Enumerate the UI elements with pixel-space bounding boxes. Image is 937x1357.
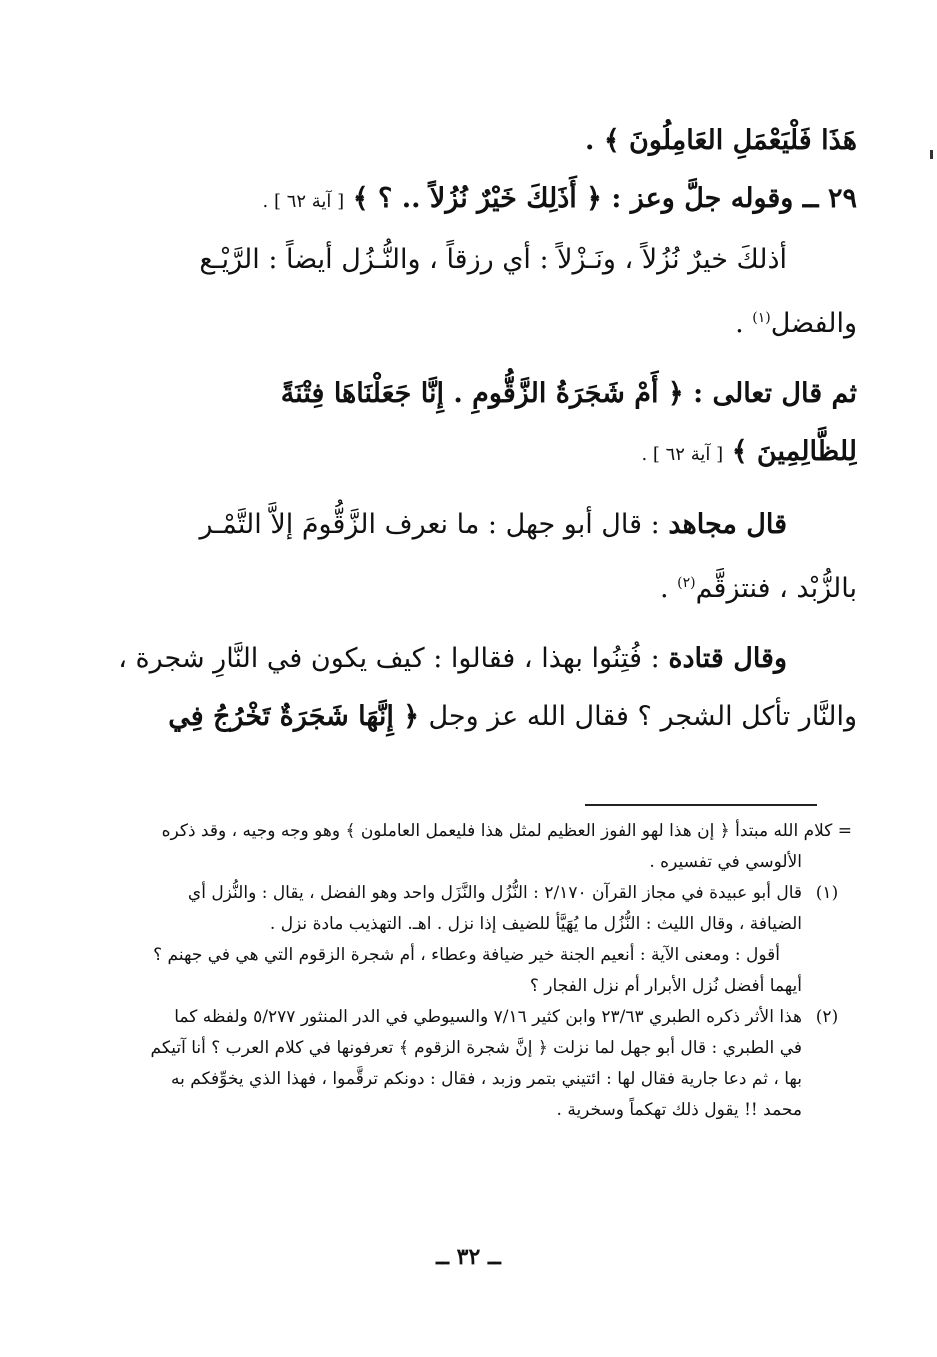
main-line-10-text: والنَّار تأكل الشجر ؟ فقال الله عز وجل [428,701,857,732]
main-line-8-end: . [659,573,678,604]
main-line-1: هَذَا فَلْيَعْمَلِ العَامِلُونَ ﴾ . [585,125,857,156]
footnote-1-number: (١) [815,883,839,903]
main-line-10 [70,688,857,746]
footnote-ref-1: (١) [752,310,771,326]
footnote-2-line-3: بها ، ثم دعا جارية فقال لها : ائتيني بتمر وزبد ، فقال : دونكم ترقَّموا ، فهذا الذي يخوِّفكم به [171,1069,802,1089]
footnote-1-line-2: الضيافة ، وقال الليث : النُّزُل ما يُهَيَّأ للضيف إذا نزل . اهـ. التهذيب مادة نزل . [269,914,802,934]
scan-edge-mark [930,150,933,159]
speaker-mujahid: قال مجاهد [668,509,787,540]
main-line-8 [70,554,857,618]
main-line-4-end: . [735,308,753,339]
footnote-2-line-4: محمد !! يقول ذلك تهكماً وسخرية . [556,1100,802,1120]
main-line-7 [70,496,857,554]
page-number: ــ ٣٢ ــ [436,1244,501,1270]
footnote-separator [585,804,817,806]
main-line-4-text: والفضل [770,308,857,339]
footnote-1-body [68,878,802,940]
main-line-6 [70,423,857,484]
footnote-2-number: (٢) [815,1007,839,1027]
main-line-7-text: : قال أبو جهل : ما نعرف الزَّقُّومَ إلاَّ التَّمْـر [199,509,669,540]
main-line-2 [70,170,857,231]
footnote-2 [68,1002,852,1126]
footnote-continuation-line-2: الألوسي في تفسيره . [649,852,802,872]
verse-29-heading: ٢٩ ــ وقوله جلَّ وعز : ﴿ أَذَلِكَ خَيْرٌ نُزُلاً .. ؟ ﴾ [352,183,857,214]
main-line-3: أذلكَ خيرٌ نُزُلاً ، ونَـزْلاً : أي رزقاً ، والنُّـزُل أيضاً : الرَّيْـع [199,244,787,275]
main-text [70,112,857,746]
footnote-ref-2: (٢) [677,575,696,591]
footnote-2-line-1: هذا الأثر ذكره الطبري ٢٣/٦٣ وابن كثير ٧/١٦ والسيوطي في الدر المنثور ٥/٢٧٧ ولفظه كما [174,1007,802,1027]
verse-reference-2: [ آية ٦٢ ] . [641,444,724,465]
main-line-9-text: : فُتِنُوا بهذا ، فقالوا : كيف يكون في النَّارِ شجرة ، [118,643,669,674]
main-line-10-verse: ﴿ إِنَّهَا شَجَرَةٌ تَخْرُجُ فِي [168,701,429,732]
footnote-2-body [68,1002,802,1126]
footnotes [68,816,852,1126]
main-line-9 [70,630,857,688]
footnote-1-line-1: قال أبو عبيدة في مجاز القرآن ٢/١٧٠ : النُّزُل والنَّزَل واحد وهو الفضل ، يقال : والنُّزل أي [187,883,802,903]
footnote-1 [68,878,852,940]
main-line-5: ثم قال تعالى : ﴿ أَمْ شَجَرَةُ الزَّقُّومِ . إِنَّا جَعَلْنَاهَا فِتْنَةً [280,378,857,409]
main-line-4 [70,289,857,353]
speaker-qatada: وقال قتادة [668,643,787,674]
footnote-2-line-2: في الطبري : قال أبو جهل لما نزلت ﴿ إنَّ شجرة الزقوم ﴾ تعرفونها في كلام العرب ؟ أنا آتيكم [150,1038,802,1058]
footnote-continuation-line-1: = كلام الله مبتدأ ﴿ إن هذا لهو الفوز العظيم لمثل هذا فليعمل العاملون ﴾ وهو وجه وجيه ، وقد ذكره [161,821,852,841]
main-line-8-text: بالزُّبْد ، فنتزقَّم [695,573,857,604]
footnote-1-line-3: أقول : ومعنى الآية : أنعيم الجنة خير ضيافة وعطاء ، أم شجرة الزقوم التي هي في جهنم ؟ [153,945,780,965]
main-line-6-text: لِلظَّالِمِينَ ﴾ [731,436,857,467]
verse-reference: [ آية ٦٢ ] . [262,191,345,212]
footnote-1-line-4: أيهما أفضل نُزل الأبرار أم نزل الفجار ؟ [529,976,802,996]
